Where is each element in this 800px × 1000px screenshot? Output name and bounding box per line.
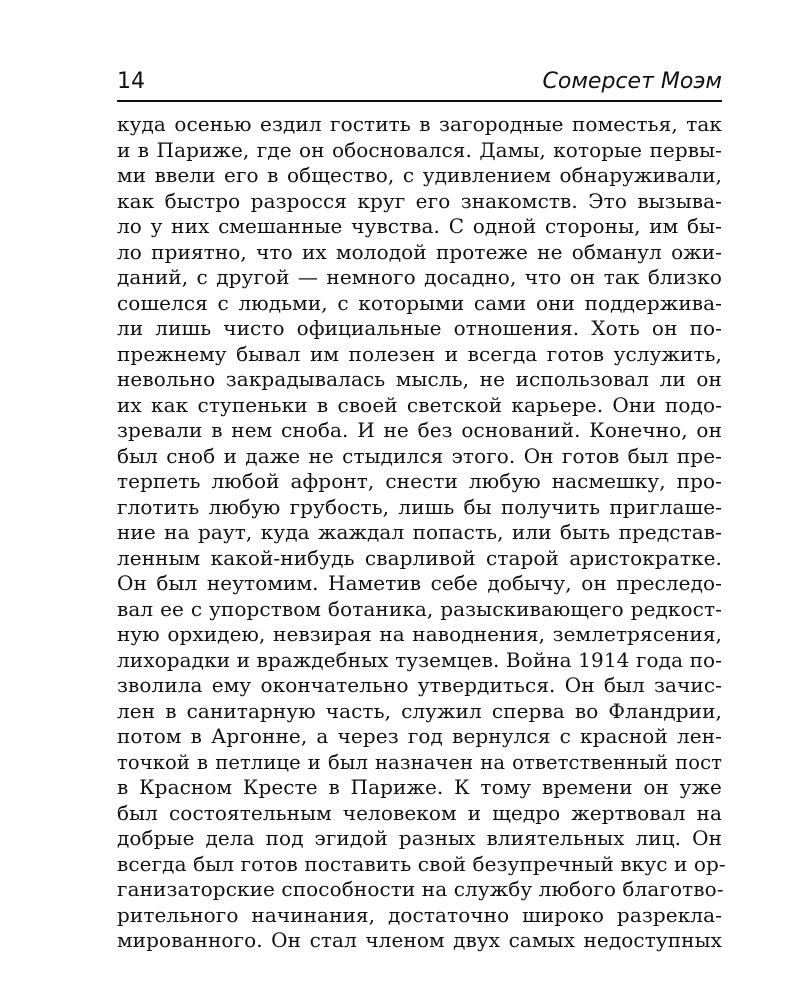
header-rule bbox=[117, 100, 722, 102]
text-line: ми ввели его в общество, с удивлением обнаруживали, bbox=[117, 163, 722, 187]
text-line: прежнему бывал им полезен и всегда готов услужить, bbox=[117, 341, 722, 366]
page-number: 14 bbox=[117, 69, 145, 94]
text-line: ли лишь чисто официальные отношения. Хоть он по- bbox=[117, 316, 722, 340]
text-line: глотить любую грубость, лишь бы получить приглаше- bbox=[117, 494, 722, 519]
text-line: их как ступеньки в своей светской карьере. Они подо- bbox=[117, 392, 722, 417]
text-line: Он был неутомим. Наметив себе добычу, он преследо- bbox=[117, 571, 722, 595]
text-line: даний, с другой — немного досадно, что он так близко bbox=[117, 265, 722, 289]
text-line: всегда был готов поставить свой безупречный вкус и ор- bbox=[117, 851, 726, 876]
body-text bbox=[117, 112, 726, 954]
text-line: ленным какой-нибудь сварливой старой аристократке. bbox=[117, 545, 722, 570]
text-line: был состоятельным человеком и щедро жертвовал на bbox=[117, 800, 722, 825]
text-line: как быстро разросся круг его знакомств. Это вызыва- bbox=[117, 188, 722, 213]
text-line: лихорадки и враждебных туземцев. Война 1914 года по- bbox=[117, 647, 722, 672]
text-line: и в Париже, где он обосновался. Дамы, которые первы- bbox=[117, 137, 722, 162]
text-line: куда осенью ездил гостить в загородные поместья, так bbox=[117, 112, 722, 136]
text-line: ло приятно, что их молодой протеже не обманул ожи- bbox=[117, 239, 722, 264]
text-line: лен в санитарную часть, служил сперва во Фландрии, bbox=[117, 698, 722, 723]
text-line: ную орхидею, невзирая на наводнения, землетрясения, bbox=[117, 622, 722, 646]
text-line: терпеть любой афронт, снести любую насмешку, про- bbox=[117, 469, 722, 493]
author-name: Сомерсет Моэм bbox=[542, 69, 722, 94]
text-line: ние на раут, куда жаждал попасть, или быть представ- bbox=[117, 520, 722, 544]
text-line: ло у них смешанные чувства. С одной стороны, им бы- bbox=[117, 214, 722, 238]
text-line: ганизаторские способности на службу любого благотво- bbox=[117, 877, 724, 901]
text-line: точкой в петлице и был назначен на ответственный пост bbox=[117, 750, 722, 774]
text-line: мированного. Он стал членом двух самых недоступных bbox=[117, 928, 722, 952]
text-line: зволила ему окончательно утвердиться. Он был зачис- bbox=[117, 673, 722, 697]
text-line: зревали в нем сноба. И не без оснований. Конечно, он bbox=[117, 418, 722, 442]
text-line: добрые дела под эгидой разных влиятельных лиц. Он bbox=[117, 826, 722, 850]
text-line: в Красном Кресте в Париже. К тому времени он уже bbox=[117, 775, 722, 799]
text-line: рительного начинания, достаточно широко разрекла- bbox=[117, 902, 722, 927]
text-line: сошелся с людьми, с которыми сами они поддержива- bbox=[117, 290, 722, 315]
text-line: был сноб и даже не стыдился этого. Он готов был пре- bbox=[117, 443, 722, 468]
text-line: вал ее с упорством ботаника, разыскивающего редкост- bbox=[117, 596, 722, 621]
running-head bbox=[117, 68, 722, 96]
text-line: невольно закрадывалась мысль, не использовал ли он bbox=[117, 367, 722, 391]
text-line: потом в Аргонне, а через год вернулся с красной лен- bbox=[117, 724, 722, 748]
